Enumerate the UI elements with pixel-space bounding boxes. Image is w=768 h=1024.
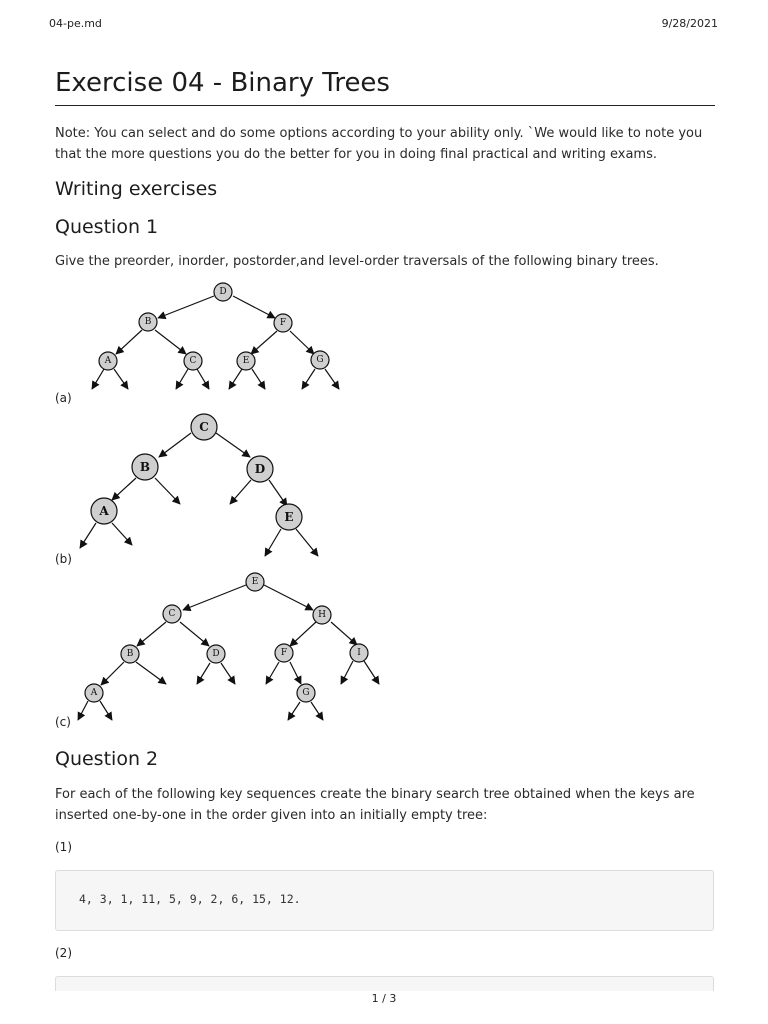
page-title: Exercise 04 - Binary Trees — [55, 64, 715, 106]
svg-text:F: F — [280, 648, 288, 658]
svg-text:D: D — [212, 649, 220, 659]
sequence-2-label: (2) — [55, 946, 72, 960]
svg-text:E: E — [284, 510, 294, 524]
svg-text:C: C — [199, 420, 209, 434]
question-1-heading: Question 1 — [55, 216, 159, 238]
svg-text:D: D — [254, 462, 266, 476]
tree-c-node-a — [85, 684, 103, 702]
tree-c-node-b — [121, 645, 139, 663]
sequence-1-code: 4, 3, 1, 11, 5, 9, 2, 6, 15, 12. — [79, 892, 301, 906]
tree-b-label: (b) — [55, 552, 72, 566]
tree-a-label: (a) — [55, 391, 72, 405]
tree-b-node-d — [247, 456, 273, 482]
svg-text:H: H — [318, 610, 326, 620]
tree-b-node-a — [91, 498, 117, 524]
tree-a-diagram — [0, 275, 400, 400]
svg-text:A: A — [104, 356, 112, 366]
page-indicator: 1 / 3 — [371, 992, 397, 1005]
tree-c-node-i — [350, 644, 368, 662]
question-1-prompt: Give the preorder, inorder, postorder,and level-order traversals of the following binary trees. — [55, 254, 659, 269]
question-2-heading: Question 2 — [55, 748, 159, 770]
tree-a-node-a — [99, 352, 117, 370]
tree-c-node-e — [246, 573, 264, 591]
sequence-1-label: (1) — [55, 840, 72, 854]
svg-text:G: G — [316, 355, 324, 365]
svg-text:E: E — [242, 356, 250, 366]
sequence-1-code-block — [55, 870, 714, 931]
tree-b-node-e — [276, 504, 302, 530]
tree-a-node-c — [184, 352, 202, 370]
tree-c-diagram — [0, 568, 420, 728]
svg-text:B: B — [144, 317, 152, 327]
tree-b-node-c — [191, 414, 217, 440]
tree-c-node-f — [275, 644, 293, 662]
tree-a-node-f — [274, 314, 292, 332]
tree-c-node-g — [297, 684, 315, 702]
sequence-2-code-block — [55, 976, 714, 991]
note-paragraph: Note: You can select and do some options according to your ability only. `We would like to note you that the more questions you do the better for you in doing final practical and writing exams. — [55, 126, 703, 162]
svg-text:I: I — [357, 648, 361, 658]
tree-a-node-g — [311, 351, 329, 369]
tree-c-node-c — [163, 605, 181, 623]
svg-text:B: B — [139, 460, 151, 474]
tree-a-node-b — [139, 313, 157, 331]
svg-text:E: E — [251, 577, 259, 587]
tree-b-diagram — [0, 410, 400, 560]
tree-c-node-h — [313, 606, 331, 624]
tree-b-node-b — [132, 454, 158, 480]
svg-text:F: F — [279, 318, 287, 328]
tree-a-edges — [92, 296, 339, 389]
tree-a-node-d — [214, 283, 232, 301]
svg-text:G: G — [302, 688, 310, 698]
svg-text:B: B — [126, 649, 134, 659]
svg-text:A: A — [90, 688, 98, 698]
svg-text:A: A — [99, 504, 109, 518]
svg-text:C: C — [168, 609, 176, 619]
svg-text:C: C — [189, 356, 197, 366]
document-filename: 04-pe.md — [49, 17, 102, 30]
question-2-prompt: For each of the following key sequences create the binary search tree obtained when the keys are inserted one-by-one in the order given into an initially empty tree: — [55, 787, 695, 823]
document-date: 9/28/2021 — [661, 17, 718, 30]
tree-c-label: (c) — [55, 715, 71, 729]
tree-b-edges — [80, 433, 318, 556]
svg-text:D: D — [219, 287, 227, 297]
section-writing-exercises: Writing exercises — [55, 178, 218, 200]
tree-c-node-d — [207, 645, 225, 663]
tree-a-node-e — [237, 352, 255, 370]
